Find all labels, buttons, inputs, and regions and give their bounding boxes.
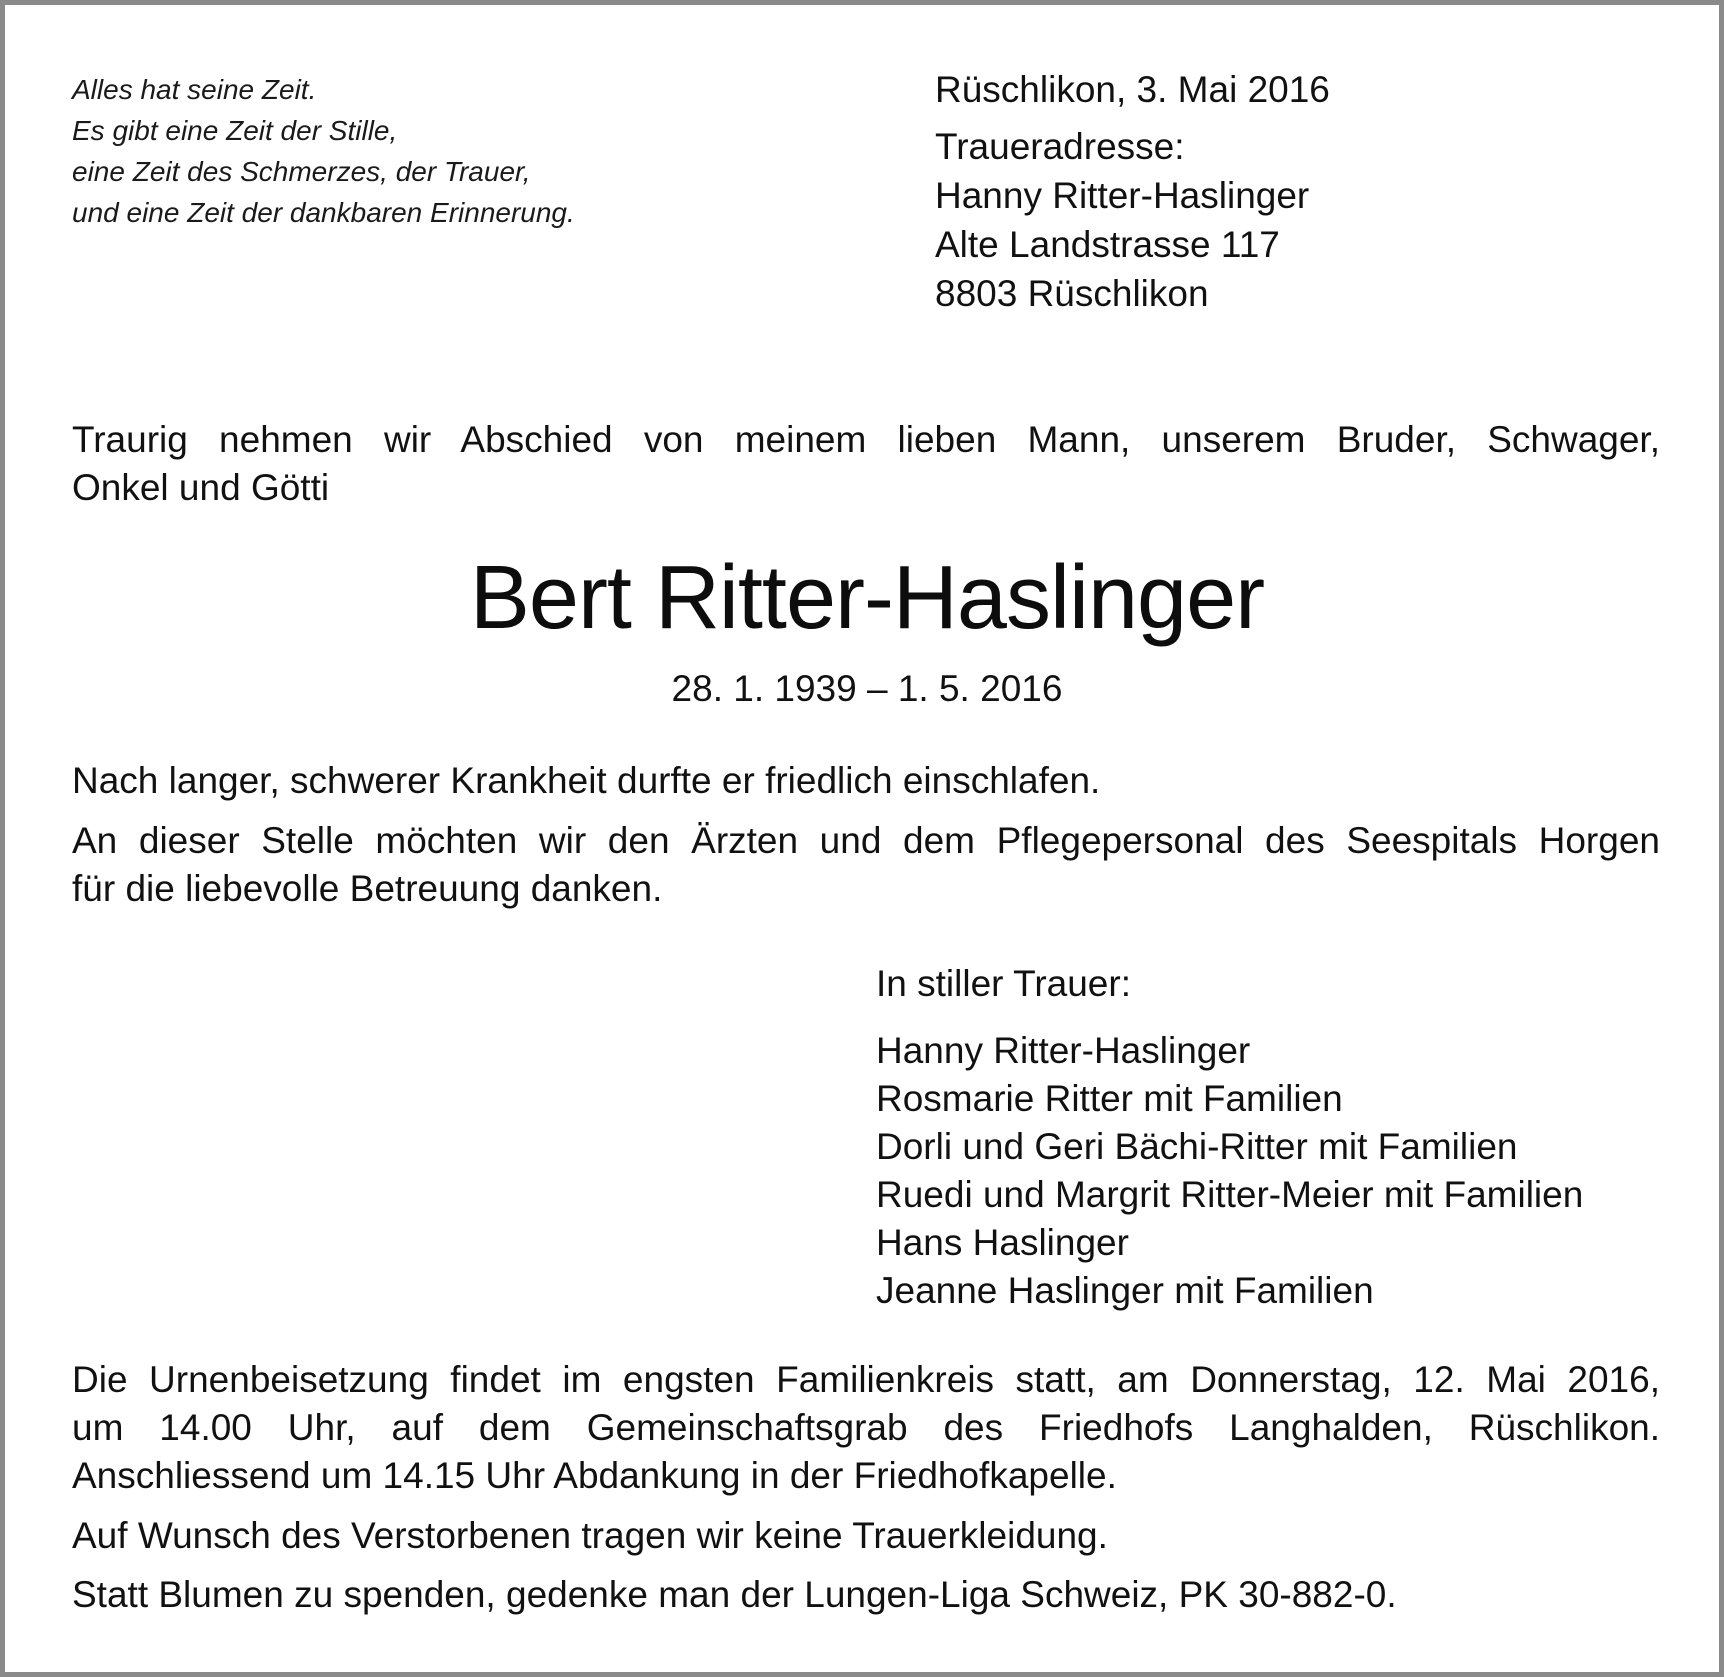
deceased-name: Bert Ritter-Haslinger xyxy=(469,548,1265,648)
passing-text: Nach langer, schwerer Krankheit durfte er friedlich einschlafen. xyxy=(72,760,1101,801)
place-date: Rüschlikon, 3. Mai 2016 xyxy=(935,69,1330,110)
burial-line: um 14.00 Uhr, auf dem Gemeinschaftsgrab des Friedhofs Langhalden, Rüschlikon. xyxy=(72,1407,1660,1448)
intro-line: Onkel und Götti xyxy=(72,467,330,508)
clothing-note: Auf Wunsch des Verstorbenen tragen wir keine Trauerkleidung. xyxy=(72,1515,1108,1556)
burial-line: Anschliessend um 14.15 Uhr Abdankung in der Friedhofkapelle. xyxy=(72,1455,1117,1496)
thanks-line: für die liebevolle Betreuung danken. xyxy=(72,868,663,909)
poem xyxy=(72,69,832,233)
thanks-line: An dieser Stelle möchten wir den Ärzten und dem Pflegepersonal des Seespitals Horgen xyxy=(72,820,1660,861)
poem-line: und eine Zeit der dankbaren Erinnerung. xyxy=(72,197,575,228)
mourners-list xyxy=(876,960,1676,1315)
mourner-name: Hanny Ritter-Haslinger xyxy=(876,1030,1251,1071)
mourner-name: Hans Haslinger xyxy=(876,1222,1129,1263)
thanks-text xyxy=(72,817,1660,913)
mourners-heading: In stiller Trauer: xyxy=(876,963,1131,1004)
burial-line: Die Urnenbeisetzung findet im engsten Familienkreis statt, am Donnerstag, 12. Mai 2016, xyxy=(72,1359,1660,1400)
address-line: Alte Landstrasse 117 xyxy=(935,224,1280,265)
mourner-name: Ruedi und Margrit Ritter-Meier mit Familien xyxy=(876,1174,1584,1215)
poem-line: Alles hat seine Zeit. xyxy=(72,74,317,105)
life-dates: 28. 1. 1939 – 1. 5. 2016 xyxy=(671,668,1063,709)
address-line: Hanny Ritter-Haslinger xyxy=(935,175,1310,216)
mourning-address xyxy=(935,65,1695,318)
mourner-name: Rosmarie Ritter mit Familien xyxy=(876,1078,1343,1119)
mourner-name: Dorli und Geri Bächi-Ritter mit Familien xyxy=(876,1126,1518,1167)
address-line: 8803 Rüschlikon xyxy=(935,273,1209,314)
address-label: Traueradresse: xyxy=(935,126,1185,167)
mourner-name: Jeanne Haslinger mit Familien xyxy=(876,1270,1374,1311)
intro-text xyxy=(72,416,1660,512)
donation-note: Statt Blumen zu spenden, gedenke man der Lungen-Liga Schweiz, PK 30-882-0. xyxy=(72,1574,1397,1615)
burial-info xyxy=(72,1356,1660,1500)
intro-line: Traurig nehmen wir Abschied von meinem lieben Mann, unserem Bruder, Schwager, xyxy=(72,419,1660,460)
poem-line: Es gibt eine Zeit der Stille, xyxy=(72,115,398,146)
poem-line: eine Zeit des Schmerzes, der Trauer, xyxy=(72,156,531,187)
